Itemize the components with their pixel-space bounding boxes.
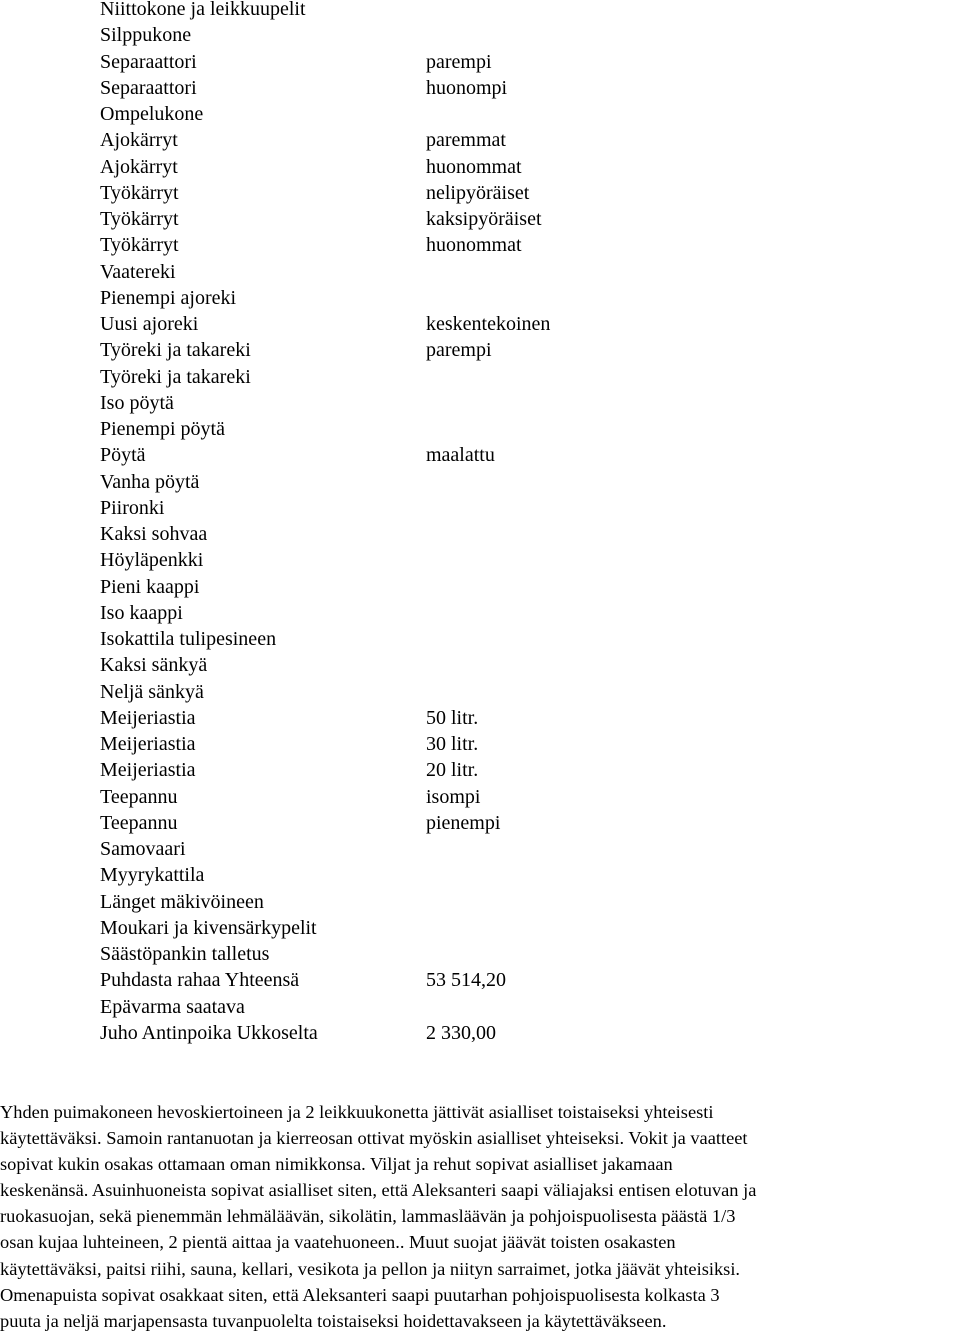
inventory-note: 50 litr.: [426, 706, 479, 729]
inventory-item: Meijeriastia: [100, 759, 196, 782]
inventory-item: Silppukone: [100, 24, 192, 47]
inventory-row: [100, 1020, 920, 1046]
inventory-note: 53 514,20: [426, 969, 506, 992]
inventory-row: [100, 731, 920, 757]
inventory-row: [100, 390, 920, 416]
note-line: puuta ja neljä marjapensasta tuvanpuolelta toistaiseksi hoidettavakseen ja käytettäväkseen.: [0, 1310, 667, 1331]
inventory-note: [426, 101, 920, 127]
inventory-item: Meijeriastia: [100, 733, 196, 755]
inventory-item: Myyrykattila: [100, 864, 205, 887]
note-line: ruokasuojan, sekä pienemmän lehmäläävän, sikolätin, lammasläävän ja pohjoispuolisesta päästä 1/3: [0, 1206, 736, 1227]
inventory-item: Työkärryt: [100, 234, 179, 257]
inventory-item: Höyläpenkki: [100, 549, 204, 572]
inventory-note: [426, 862, 920, 888]
inventory-item: Teepannu: [100, 785, 178, 808]
inventory-row: [100, 49, 920, 75]
inventory-note: [426, 574, 920, 600]
inventory-row: [100, 705, 920, 731]
note-line: keskenänsä. Asuinhuoneista sopivat asialliset siten, että Aleksanteri saapi väliajaksi entisen elotuvan ja: [0, 1180, 757, 1201]
inventory-item: Länget mäkivöineen: [100, 890, 264, 913]
inventory-row: [100, 941, 920, 967]
inventory-item: Työreki ja takareki: [100, 365, 251, 388]
inventory-note: nelipyöräiset: [426, 181, 530, 204]
inventory-note: huonommat: [426, 234, 522, 257]
inventory-note: [426, 0, 920, 22]
inventory-row: [100, 810, 920, 836]
inventory-row: [100, 180, 920, 206]
inventory-row: [100, 442, 920, 468]
inventory-item: Samovaari: [100, 838, 186, 860]
inventory-note: [426, 836, 920, 862]
inventory-item: Vaatereki: [100, 260, 176, 283]
inventory-row: [100, 967, 920, 993]
inventory-row: [100, 757, 920, 783]
inventory-item: Pöytä: [100, 444, 146, 467]
inventory-row: [100, 285, 920, 311]
inventory-item: Uusi ajoreki: [100, 313, 199, 335]
note-line: sopivat kukin osakas ottamaan oman nimikkonsa. Viljat ja rehut sopivat asialliset jakamaan: [0, 1154, 673, 1175]
inventory-row: [100, 889, 920, 915]
note-line: käytettäväksi. Samoin rantanuotan ja kierreosan ottivat myöskin asialliset yhteiseksi. Vokit ja vaatteet: [0, 1128, 748, 1149]
inventory-item: Neljä sänkyä: [100, 680, 204, 703]
inventory-note: isompi: [426, 785, 481, 808]
inventory-note: [426, 994, 920, 1020]
inventory-row: [100, 862, 920, 888]
inventory-row: [100, 521, 920, 547]
inventory-note: 30 litr.: [426, 733, 479, 755]
inventory-note: [426, 416, 920, 442]
note-line: osan kujaa luhteineen, 2 pientä aittaa ja vaatehuoneen.. Muut suojat jäävät toisten osakasten: [0, 1232, 676, 1253]
inventory-note: keskentekoinen: [426, 313, 551, 335]
inventory-note: huonompi: [426, 76, 508, 99]
inventory-item: Niittokone ja leikkuupelit: [100, 0, 306, 20]
inventory-note: [426, 626, 920, 652]
inventory-row: [100, 0, 920, 22]
inventory-item: Separaattori: [100, 50, 197, 73]
inventory-note: parempi: [426, 339, 492, 362]
inventory-item: Iso pöytä: [100, 391, 174, 414]
inventory-row: [100, 547, 920, 573]
inventory-note: [426, 547, 920, 573]
inventory-item: Moukari ja kivensärkypelit: [100, 916, 317, 939]
inventory-row: [100, 469, 920, 495]
inventory-row: [100, 127, 920, 153]
inventory-item: Kaksi sänkyä: [100, 654, 208, 677]
inventory-row: [100, 311, 920, 337]
inventory-item: Juho Antinpoika Ukkoselta: [100, 1021, 318, 1044]
inventory-note: [426, 600, 920, 626]
inventory-note: [426, 889, 920, 915]
inventory-item: Pienempi ajoreki: [100, 286, 237, 309]
inventory-row: [100, 259, 920, 285]
inventory-item: Pienempi pöytä: [100, 418, 225, 440]
inventory-item: Ajokärryt: [100, 155, 178, 178]
inventory-note: parempi: [426, 50, 492, 73]
inventory-row: [100, 364, 920, 390]
inventory-note: [426, 22, 920, 48]
inventory-item: Kaksi sohvaa: [100, 523, 208, 545]
inventory-note: [426, 259, 920, 285]
inventory-item: Epävarma saatava: [100, 995, 245, 1018]
inventory-item: Isokattila tulipesineen: [100, 628, 277, 650]
inventory-note: pienempi: [426, 811, 501, 834]
inventory-row: [100, 22, 920, 48]
inventory-note: [426, 469, 920, 495]
inventory-row: [100, 652, 920, 678]
note-line: käytettäväksi, paitsi riihi, sauna, kellari, vesikota ja pellon ja niityn sarraimet, jotka jäävät yhteisiksi.: [0, 1258, 741, 1279]
inventory-note: [426, 915, 920, 941]
inventory-note: [426, 285, 920, 311]
agreement-notes: [0, 1099, 960, 1334]
inventory-list: [100, 0, 920, 1046]
inventory-item: Pieni kaappi: [100, 575, 200, 598]
inventory-row: [100, 495, 920, 521]
inventory-row: [100, 154, 920, 180]
inventory-row: [100, 206, 920, 232]
inventory-note: [426, 941, 920, 967]
inventory-note: paremmat: [426, 129, 506, 152]
inventory-row: [100, 101, 920, 127]
inventory-row: [100, 232, 920, 258]
inventory-item: Separaattori: [100, 76, 197, 99]
inventory-item: Teepannu: [100, 811, 178, 834]
note-line: Yhden puimakoneen hevoskiertoineen ja 2 leikkuukonetta jättivät asialliset toistaiseksi yhteisesti: [0, 1102, 714, 1122]
inventory-item: Ajokärryt: [100, 129, 178, 152]
inventory-row: [100, 915, 920, 941]
inventory-item: Työkärryt: [100, 208, 179, 230]
inventory-item: Säästöpankin talletus: [100, 943, 270, 965]
inventory-row: [100, 416, 920, 442]
inventory-item: Iso kaappi: [100, 601, 183, 624]
inventory-item: Piironki: [100, 496, 165, 519]
inventory-item: Puhdasta rahaa Yhteensä: [100, 969, 300, 992]
inventory-note: [426, 652, 920, 678]
inventory-row: [100, 337, 920, 363]
inventory-row: [100, 626, 920, 652]
inventory-note: huonommat: [426, 155, 522, 178]
inventory-row: [100, 836, 920, 862]
inventory-row: [100, 994, 920, 1020]
inventory-item: Vanha pöytä: [100, 470, 200, 493]
inventory-row: [100, 75, 920, 101]
inventory-note: maalattu: [426, 444, 495, 467]
inventory-note: [426, 521, 920, 547]
inventory-item: Ompelukone: [100, 103, 204, 125]
inventory-note: kaksipyöräiset: [426, 208, 542, 230]
note-line: Omenapuista sopivat osakkaat siten, että Aleksanteri saapi puutarhan pohjoispuolisesta kolkasta 3: [0, 1284, 720, 1305]
inventory-row: [100, 784, 920, 810]
inventory-note: [426, 364, 920, 390]
inventory-note: [426, 495, 920, 521]
inventory-item: Työkärryt: [100, 181, 179, 204]
inventory-note: 20 litr.: [426, 759, 479, 782]
inventory-row: [100, 600, 920, 626]
inventory-note: 2 330,00: [426, 1021, 496, 1044]
inventory-note: [426, 679, 920, 705]
inventory-note: [426, 390, 920, 416]
inventory-row: [100, 679, 920, 705]
inventory-item: Työreki ja takareki: [100, 339, 251, 362]
inventory-row: [100, 574, 920, 600]
inventory-item: Meijeriastia: [100, 706, 196, 729]
